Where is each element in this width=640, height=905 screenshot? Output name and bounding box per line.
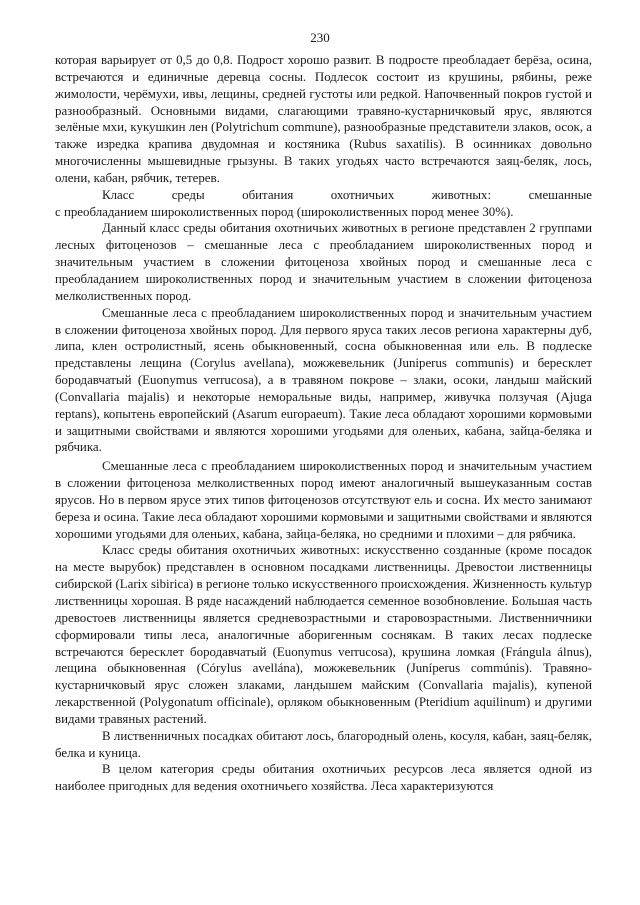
paragraph: Данный класс среды обитания охотничьих животных в регионе представлен 2 группами лесных фитоценозов – смешанные леса с преобладанием широколиственных пород и значительным участием в сложении фитоценоза хвойных пород и смешанные леса с преобладанием широколиственных пород и значительным участием в сложении фитоценоза мелколиственных пород.	[55, 221, 592, 303]
class-heading: Класс среды обитания охотничьих животных: смешанные	[102, 187, 592, 202]
document-body	[55, 52, 592, 795]
class-heading-continuation: с преобладанием широколиственных пород (широколиственных пород менее 30%).	[55, 204, 514, 219]
paragraph: В целом категория среды обитания охотничьих ресурсов леса является одной из наиболее пригодных для ведения охотничьего хозяйства. Леса характеризуются	[55, 762, 592, 794]
paragraph: В лиственничных посадках обитают лось, благородный олень, косуля, кабан, заяц-беляк, белка и куница.	[55, 728, 592, 760]
paragraph: Класс среды обитания охотничьих животных: искусственно созданные (кроме посадок на месте вырубок) представлен в основном посадками лиственницы. Древостои лиственницы сибирской (Larix sibirica) в регионе только искусственного происхождения. Жизненность культур лиственницы хорошая. В ряде насаждений наблюдается семенное возобновление. Большая часть древостоев лиственницы является средневозрастными и старовозрастными. Лиственничники сформировали типы леса, аналогичные аборигенным соснякам. В таких лесах подлеске встречаются бересклет бородавчатый (Euonymus verrucosa), крушина ломкая (Frángula álnus), лещина обыкновенная (Córylus avellána), можжевельник (Juníperus commúnis). Травяно-кустарничковый ярус сложен злаками, ландышем майским (Convallaria majalis), купеной лекарственной (Polygonatum officinale), орляком обыкновенным (Pteridium aquilinum) и другими видами травяных растений.	[55, 543, 592, 726]
paragraph: Смешанные леса с преобладанием широколиственных пород и значительным участием в сложении фитоценоза хвойных пород. Для первого яруса таких лесов региона характерны дуб, липа, клен остролистный, ясень обыкновенный, сосна обыкновенная или ель. В подлеске представлены лещина (Corylus avellana), можжевельник (Juniperus communis) и бересклет бородавчатый (Euonymus verrucosa), а в травяном покрове – злаки, осоки, ландыш майский (Convallaria majalis) и некоторые неморальные виды, например, живучка ползучая (Ajuga reptans), копытень европейский (Asarum europaeum). Такие леса обладают хорошими кормовыми и защитными свойствами и являются хорошими угодьями для оленьих, кабана, зайца-беляка и рябчика.	[55, 305, 592, 455]
paragraph: которая варьирует от 0,5 до 0,8. Подрост хорошо развит. В подросте преобладает берёза, осина, встречаются и единичные деревца сосны. Подлесок состоит из крушины, рябины, реже жимолости, черёмухи, ивы, лещины, средней густоты или редкой. Напочвенный покров густой и разнообразный. Основными видами, слагающими травяно-кустарничковый ярус, являются зелёные мхи, кукушкин лен (Polytrichum commune), разнообразные представители злаков, осок, а также изредка крапива двудомная и костяника (Rubus saxatilis). В осинниках довольно многочисленны мышевидные грызуны. В таких угодьях часто встречаются заяц-беляк, лось, олени, кабан, рябчик, тетерев.	[55, 53, 592, 185]
page-number: 230	[310, 30, 330, 45]
paragraph: Смешанные леса с преобладанием широколиственных пород и значительным участием в сложении фитоценоза мелколиственных пород имеют аналогичный вышеуказанным состав ярусов. Но в первом ярусе этих типов фитоценозов отсутствуют ель и сосна. Их место занимают береза и осина. Такие леса обладают хорошими кормовыми и защитными свойствами и являются хорошими угодьями для оленьих, кабана, зайца-беляка, но средними и плохими – для рябчика.	[55, 459, 592, 541]
